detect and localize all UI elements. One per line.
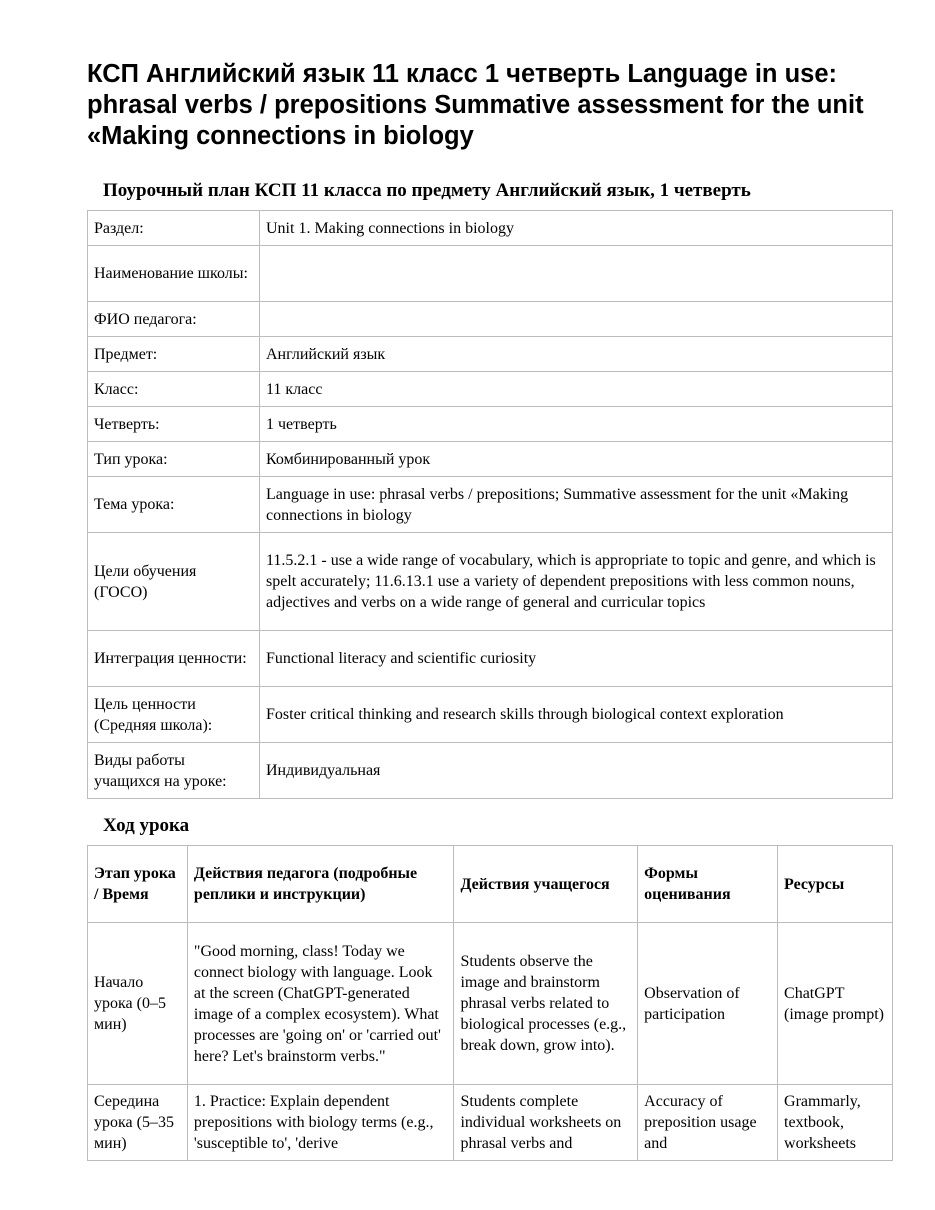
row-label: Цель ценности (Средняя школа): [88, 687, 260, 743]
table-row [88, 687, 893, 743]
teacher-actions-cell [187, 1085, 454, 1161]
row-label: Наименование школы: [88, 246, 260, 302]
row-label: Класс: [88, 372, 260, 407]
table-row [88, 533, 893, 631]
table-row [88, 442, 893, 477]
stage-cell: Начало урока (0–5 мин) [88, 923, 188, 1085]
cell-text: 1. Practice: Explain dependent prepositions with biology terms (e.g., 'susceptible to', 'derive [193, 1093, 434, 1152]
row-value [260, 302, 893, 337]
row-value: Индивидуальная [260, 743, 893, 799]
resources-cell [778, 1085, 893, 1161]
row-value: Английский язык [260, 337, 893, 372]
table-row [88, 302, 893, 337]
table-row [88, 631, 893, 687]
lesson-flow-table [87, 845, 893, 1161]
table-row [88, 407, 893, 442]
row-value: 11.5.2.1 - use a wide range of vocabulary, which is appropriate to topic and genre, and which is spelt accurately; 11.6.13.1 use a variety of dependent prepositions with less common nouns, adjectives and verbs on a wide range of general and curricular topics [260, 533, 893, 631]
column-header: Формы оценивания [638, 846, 778, 923]
table-row [88, 477, 893, 533]
table-row [88, 1085, 893, 1161]
row-label: ФИО педагога: [88, 302, 260, 337]
cell-text: Students complete individual worksheets on phrasal verbs and [460, 1093, 622, 1152]
lesson-info-table [87, 210, 893, 799]
table-row [88, 246, 893, 302]
row-value: Functional literacy and scientific curiosity [260, 631, 893, 687]
teacher-actions-cell: "Good morning, class! Today we connect biology with language. Look at the screen (ChatGPT-generated image of a complex ecosystem). What processes are 'going on' or 'carried out' here? Let's brainstorm verbs." [187, 923, 454, 1085]
row-value: 11 класс [260, 372, 893, 407]
row-value [260, 246, 893, 302]
row-label: Раздел: [88, 211, 260, 246]
document-title: КСП Английский язык 11 класс 1 четверть Language in use: phrasal verbs / prepositions Summative assessment for the unit «Making connections in biology [87, 60, 864, 150]
table-row [88, 923, 893, 1085]
cell-text: Середина урока (5–35 мин) [94, 1093, 174, 1152]
table-row [88, 211, 893, 246]
column-header: Действия учащегося [454, 846, 638, 923]
row-value: Unit 1. Making connections in biology [260, 211, 893, 246]
column-header: Этап урока / Время [88, 846, 188, 923]
row-value: 1 четверть [260, 407, 893, 442]
row-label: Тип урока: [88, 442, 260, 477]
stage-cell [88, 1085, 188, 1161]
plan-heading: Поурочный план КСП 11 класса по предмету Английский язык, 1 четверть [103, 180, 751, 201]
table-row [88, 743, 893, 799]
row-label: Четверть: [88, 407, 260, 442]
row-label: Предмет: [88, 337, 260, 372]
row-label: Виды работы учащихся на уроке: [88, 743, 260, 799]
row-value: Комбинированный урок [260, 442, 893, 477]
cell-text: Grammarly, textbook, worksheets [784, 1093, 861, 1152]
row-value: Language in use: phrasal verbs / prepositions; Summative assessment for the unit «Making connections in biology [260, 477, 893, 533]
table-row [88, 372, 893, 407]
row-label: Цели обучения (ГОСО) [88, 533, 260, 631]
row-label: Тема урока: [88, 477, 260, 533]
resources-cell: ChatGPT (image prompt) [778, 923, 893, 1085]
table-row [88, 337, 893, 372]
column-header: Ресурсы [778, 846, 893, 923]
table-header-row [88, 846, 893, 923]
assessment-cell [638, 1085, 778, 1161]
cell-text: Accuracy of preposition usage and [644, 1093, 757, 1152]
row-value: Foster critical thinking and research skills through biological context exploration [260, 687, 893, 743]
flow-heading: Ход урока [103, 815, 190, 836]
student-actions-cell [454, 1085, 638, 1161]
assessment-cell: Observation of participation [638, 923, 778, 1085]
column-header: Действия педагога (подробные реплики и инструкции) [187, 846, 454, 923]
row-label: Интеграция ценности: [88, 631, 260, 687]
student-actions-cell: Students observe the image and brainstorm phrasal verbs related to biological processes (e.g., break down, grow into). [454, 923, 638, 1085]
